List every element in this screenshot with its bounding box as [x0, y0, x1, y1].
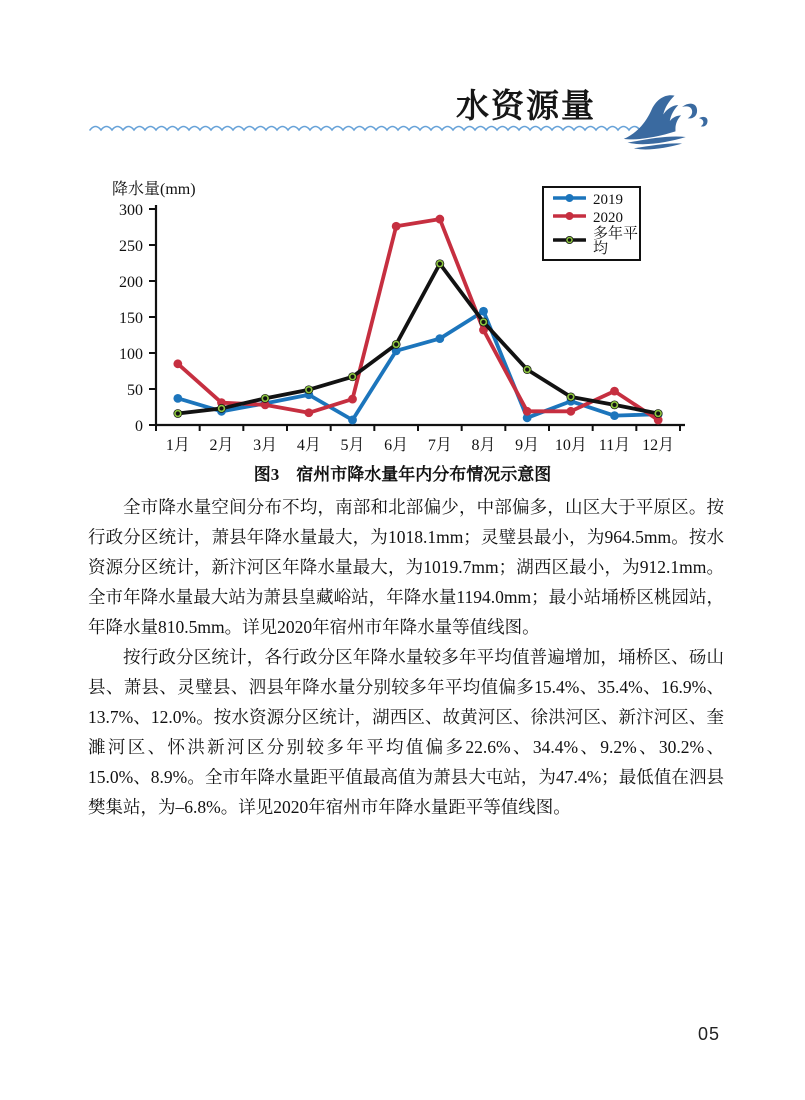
data-point — [173, 359, 182, 368]
x-tick-label: 6月 — [384, 437, 409, 454]
x-tick-label: 12月 — [642, 437, 675, 454]
x-tick-label: 5月 — [340, 437, 365, 454]
legend-label: 2020 — [593, 209, 623, 226]
data-point — [435, 334, 444, 343]
data-point — [566, 407, 575, 416]
legend-label: 多年平均 — [593, 226, 639, 257]
y-tick-label: 100 — [119, 346, 143, 363]
x-tick-label: 7月 — [427, 437, 452, 454]
legend-label: 2019 — [593, 191, 623, 208]
x-tick-label: 11月 — [598, 437, 631, 454]
paragraph-anomaly-statistics: 按行政分区统计，各行政分区年降水量较多年平均值普遍增加，埇桥区、砀山县、萧县、灵璧县、泗县年降水量分别较多年平均值偏多15.4%、35.4%、16.9%、13.7%、12.0%。按水资源分区统计，湖西区、故黄河区、徐洪河区、新汴河区、奎濉河区、怀洪新河区分别较多年平均值偏多22.6%、34.4%、9.2%、30.2%、15.0%、8.9%。全市年降水量距平值最高值为萧县大屯站，为47.4%；最低值在泗县樊集站，为–6.8%。详见2020年宿州市年降水量距平等值线图。 — [88, 647, 724, 817]
y-tick-label: 150 — [119, 310, 143, 327]
body-text — [88, 492, 724, 822]
data-point — [610, 387, 619, 396]
legend-swatch-icon — [553, 191, 586, 209]
y-tick-label: 200 — [119, 274, 143, 291]
x-tick-label: 2月 — [209, 437, 234, 454]
x-tick-label: 8月 — [471, 437, 496, 454]
legend-item-2019 — [553, 191, 639, 209]
page-number: 05 — [698, 1024, 721, 1044]
x-tick-label: 9月 — [515, 437, 540, 454]
y-tick-label: 300 — [119, 202, 143, 219]
data-point — [610, 411, 619, 420]
x-tick-label: 1月 — [165, 437, 190, 454]
data-point — [392, 222, 401, 231]
data-point — [173, 394, 182, 403]
legend-item-多年平均 — [553, 227, 639, 257]
x-tick-label: 4月 — [296, 437, 321, 454]
data-point — [435, 215, 444, 224]
y-tick-label: 50 — [127, 382, 143, 399]
x-tick-label: 3月 — [253, 437, 278, 454]
x-tick-label: 10月 — [554, 437, 587, 454]
y-tick-label: 0 — [135, 418, 143, 435]
legend-swatch-icon — [553, 233, 586, 251]
chart-caption: 图3 宿州市降水量年内分布情况示意图 — [253, 465, 552, 484]
chart-legend — [542, 186, 641, 261]
data-point — [348, 395, 357, 404]
data-point — [348, 416, 357, 425]
page-title: 水资源量 — [456, 87, 596, 124]
legend-item-2020 — [553, 209, 639, 227]
paragraph-spatial-distribution: 全市降水量空间分布不均，南部和北部偏少，中部偏多，山区大于平原区。按行政分区统计，萧县年降水量最大，为1018.1mm；灵璧县最小，为964.5mm。按水资源分区统计，新汴河区年降水量最大，为1019.7mm；湖西区最小，为912.1mm。全市年降水量最大站为萧县皇藏峪站，年降水量1194.0mm；最小站埇桥区桃园站，年降水量810.5mm。详见2020年宿州市年降水量等值线图。 — [88, 497, 724, 637]
series-line-多年平均 — [178, 264, 658, 414]
data-point — [523, 407, 532, 416]
data-point — [479, 307, 488, 316]
chart-y-axis-label: 降水量(mm) — [112, 181, 196, 198]
precipitation-line-chart — [0, 0, 805, 458]
data-point — [304, 408, 313, 417]
legend-swatch-icon — [553, 209, 586, 227]
y-tick-label: 250 — [119, 238, 143, 255]
